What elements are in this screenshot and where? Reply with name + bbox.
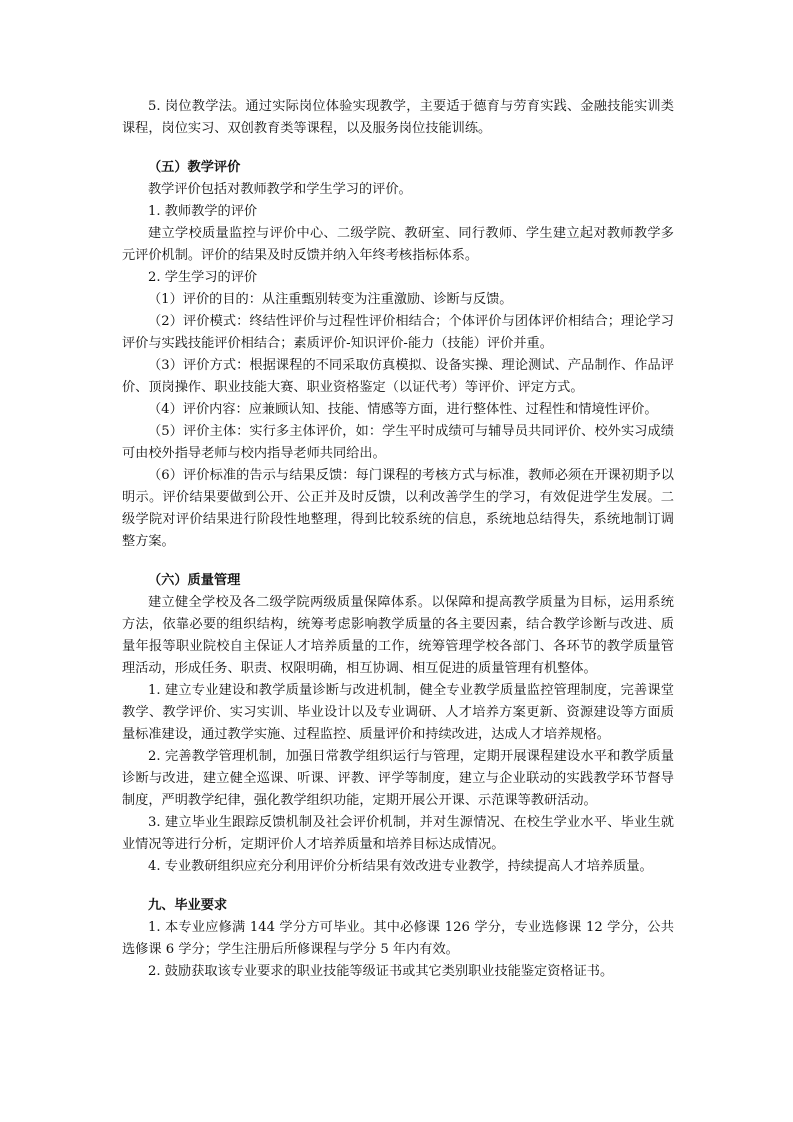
section-heading-teaching-evaluation: （五）教学评价 (148, 160, 241, 175)
list-item: 2. 完善教学管理机制，加强日常教学组织运行与管理，定期开展课程建设水平和教学质量诊断与改进，建立健全巡课、听课、评教、评学等制度，建立与企业联动的实践教学环节督导制度，严明教学纪律，强化教学组织功能，定期开展公开课、示范课等教研活动。 (122, 749, 674, 808)
section-heading-quality-management: （六）质量管理 (148, 573, 241, 588)
list-item: （5）评价主体：实行多主体评价，如：学生平时成绩可与辅导员共同评价、校外实习成绩可由校外指导老师与校内指导老师共同给出。 (122, 424, 674, 461)
list-item: （2）评价模式：终结性评价与过程性评价相结合；个体评价与团体评价相结合；理论学习评价与实践技能评价相结合；素质评价-知识评价-能力（技能）评价并重。 (122, 314, 674, 351)
paragraph-post-teaching-method: 5. 岗位教学法。通过实际岗位体验实现教学，主要适于德育与劳育实践、金融技能实训类课程，岗位实习、双创教育类等课程，以及服务岗位技能训练。 (122, 99, 674, 136)
list-item: 1. 建立专业建设和教学质量诊断与改进机制，健全专业教学质量监控管理制度，完善课堂教学、教学评价、实习实训、毕业设计以及专业调研、人才培养方案更新、资源建设等方面质量标准建设，通过教学实施、过程监控、质量评价和持续改进，达成人才培养规格。 (122, 683, 674, 742)
paragraph: 教学评价包括对教师教学和学生学习的评价。 (148, 182, 412, 197)
list-item: （4）评价内容：应兼顾认知、技能、情感等方面，进行整体性、过程性和情境性评价。 (148, 402, 658, 417)
list-item: （6）评价标准的告示与结果反馈：每门课程的考核方式与标准，教师必须在开课初期予以明示。评价结果要做到公开、公正并及时反馈，以利改善学生的学习，有效促进学生发展。二级学院对评价结果进行阶段性地整理，得到比较系统的信息，系统地总结得失，系统地制订调整方案。 (122, 468, 674, 549)
paragraph: 建立学校质量监控与评价中心、二级学院、教研室、同行教师、学生建立起对教师教学多元评价机制。评价的结果及时反馈并纳入年终考核指标体系。 (122, 226, 674, 263)
subheading: 2. 学生学习的评价 (148, 270, 258, 285)
section-heading-graduation-requirements: 九、毕业要求 (148, 898, 228, 913)
list-item: 2. 鼓励获取该专业要求的职业技能等级证书或其它类别职业技能鉴定资格证书。 (148, 964, 614, 979)
list-item: （3）评价方式：根据课程的不同采取仿真模拟、设备实操、理论测试、产品制作、作品评价、顶岗操作、职业技能大赛、职业资格鉴定（以证代考）等评价、评定方式。 (122, 358, 674, 395)
list-item: （1）评价的目的：从注重甄别转变为注重激励、诊断与反馈。 (148, 292, 513, 307)
paragraph: 建立健全学校及各二级学院两级质量保障体系。以保障和提高教学质量为目标，运用系统方法，依靠必要的组织结构，统筹考虑影响教学质量的各主要因素，结合教学诊断与改进、质量年报等职业院校自主保证人才培养质量的工作，统筹管理学校各部门、各环节的教学质量管理活动，形成任务、职责、权限明确，相互协调、相互促进的质量管理有机整体。 (122, 595, 674, 676)
document-body (122, 96, 674, 983)
list-item: 4. 专业教研组织应充分利用评价分析结果有效改进专业教学，持续提高人才培养质量。 (148, 859, 653, 874)
subheading: 1. 教师教学的评价 (148, 204, 258, 219)
list-item: 1. 本专业应修满 144 学分方可毕业。其中必修课 126 学分，专业选修课 12 学分，公共选修课 6 学分；学生注册后所修课程与学分 5 年内有效。 (122, 920, 674, 957)
list-item: 3. 建立毕业生跟踪反馈机制及社会评价机制，并对生源情况、在校生学业水平、毕业生就业情况等进行分析，定期评价人才培养质量和培养目标达成情况。 (122, 815, 674, 852)
